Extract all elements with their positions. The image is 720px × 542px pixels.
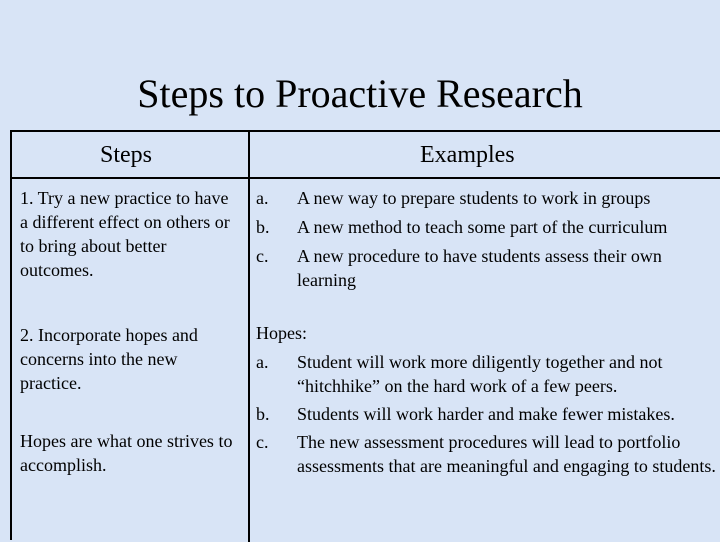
example-item bbox=[256, 244, 716, 292]
example-item bbox=[256, 186, 716, 210]
step-2-text: 2. Incorporate hopes and concerns into the new practice. bbox=[20, 325, 198, 393]
example-text: Students will work harder and make fewer mistakes. bbox=[297, 404, 675, 424]
example-letter: a. bbox=[256, 188, 269, 208]
example-item bbox=[256, 350, 716, 398]
example-letter: b. bbox=[256, 217, 270, 237]
step-1-text: 1. Try a new practice to have a different effect on others or to bring about better outcomes. bbox=[20, 188, 230, 280]
examples-label: Hopes: bbox=[256, 323, 307, 343]
example-item bbox=[256, 402, 716, 426]
column-header-examples: Examples bbox=[420, 142, 515, 168]
step-1-examples bbox=[256, 186, 716, 292]
example-letter: a. bbox=[256, 352, 269, 372]
example-text: A new way to prepare students to work in groups bbox=[297, 188, 651, 208]
example-text: A new procedure to have students assess their own learning bbox=[297, 246, 662, 290]
example-letter: c. bbox=[256, 432, 269, 452]
example-text: The new assessment procedures will lead to portfolio assessments that are meaningful and engaging to students. bbox=[297, 432, 716, 476]
example-text: Student will work more diligently together and not “hitchhike” on the hard work of a few peers. bbox=[297, 352, 663, 396]
column-header-steps: Steps bbox=[100, 142, 153, 168]
page-title: Steps to Proactive Research bbox=[137, 71, 583, 116]
example-item bbox=[256, 215, 716, 239]
example-item bbox=[256, 430, 716, 478]
example-text: A new method to teach some part of the curriculum bbox=[297, 217, 668, 237]
step-2-note: Hopes are what one strives to accomplish. bbox=[20, 431, 233, 475]
header-divider bbox=[12, 177, 720, 179]
example-letter: b. bbox=[256, 404, 270, 424]
step-2-examples bbox=[256, 321, 716, 478]
column-divider bbox=[248, 132, 250, 542]
steps-table bbox=[10, 130, 720, 540]
example-letter: c. bbox=[256, 246, 269, 266]
